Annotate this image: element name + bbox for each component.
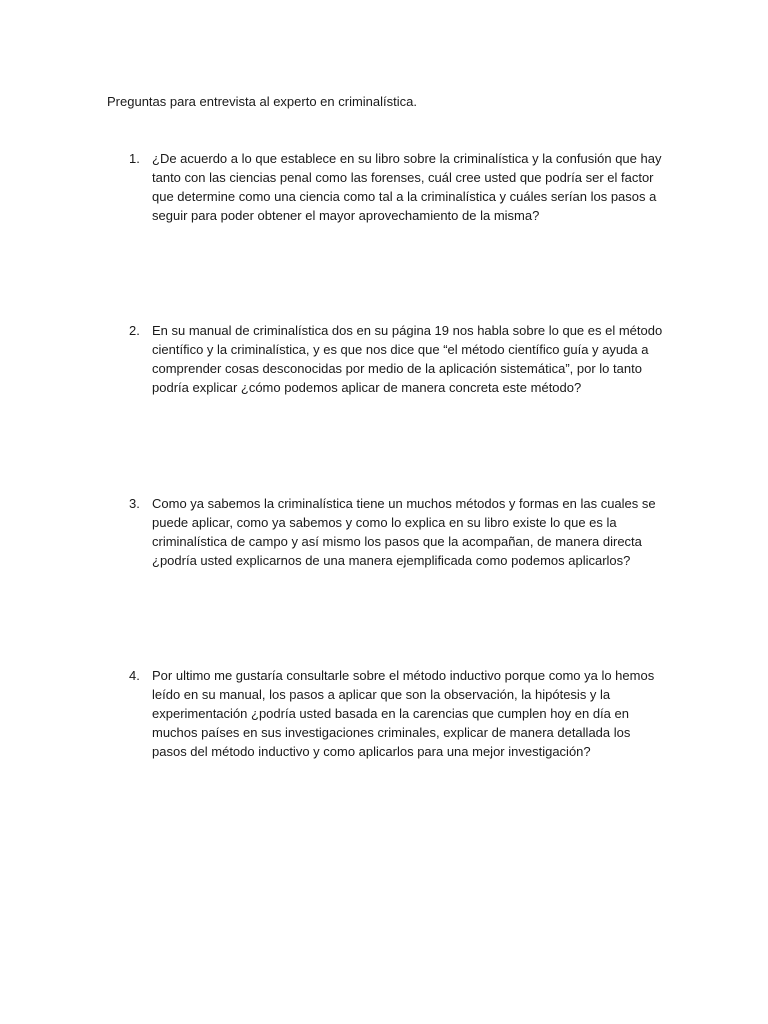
- question-item-1: [129, 149, 669, 225]
- question-text: Como ya sabemos la criminalística tiene un muchos métodos y formas en las cuales se puede aplicar, como ya sabemos y como lo explica en su libro existe lo que es la criminalística de campo y así mismo los pasos que la acompañan, de manera directa ¿podría usted explicarnos de una manera ejemplificada como podemos aplicarlos?: [152, 496, 656, 568]
- question-text: Por ultimo me gustaría consultarle sobre el método inductivo porque como ya lo hemos leído en su manual, los pasos a aplicar que son la observación, la hipótesis y la experimentación ¿podría usted basada en la carencias que cumplen hoy en día en muchos países en sus investigaciones criminales, explicar de manera detallada los pasos del método inductivo y como aplicarlos para una mejor investigación?: [152, 668, 655, 759]
- question-number: 4.: [129, 668, 140, 683]
- question-item-4: [129, 666, 669, 761]
- question-item-3: [129, 494, 669, 570]
- question-text: ¿De acuerdo a lo que establece en su libro sobre la criminalística y la confusión que hay tanto con las ciencias penal como las forenses, cuál cree usted que podría ser el factor que determine como una ciencia como tal a la criminalística y cuáles serían los pasos a seguir para poder obtener el mayor aprovechamiento de la misma?: [152, 151, 662, 223]
- question-number: 1.: [129, 151, 140, 166]
- question-number: 3.: [129, 496, 140, 511]
- document-title: Preguntas para entrevista al experto en criminalística.: [107, 94, 417, 109]
- question-item-2: [129, 321, 669, 397]
- question-number: 2.: [129, 323, 140, 338]
- question-text: En su manual de criminalística dos en su página 19 nos habla sobre lo que es el método científico y la criminalística, y es que nos dice que “el método científico guía y ayuda a comprender cosas desconocidas por medio de la aplicación sistemática”, por lo tanto podría explicar ¿cómo podemos aplicar de manera concreta este método?: [152, 323, 663, 395]
